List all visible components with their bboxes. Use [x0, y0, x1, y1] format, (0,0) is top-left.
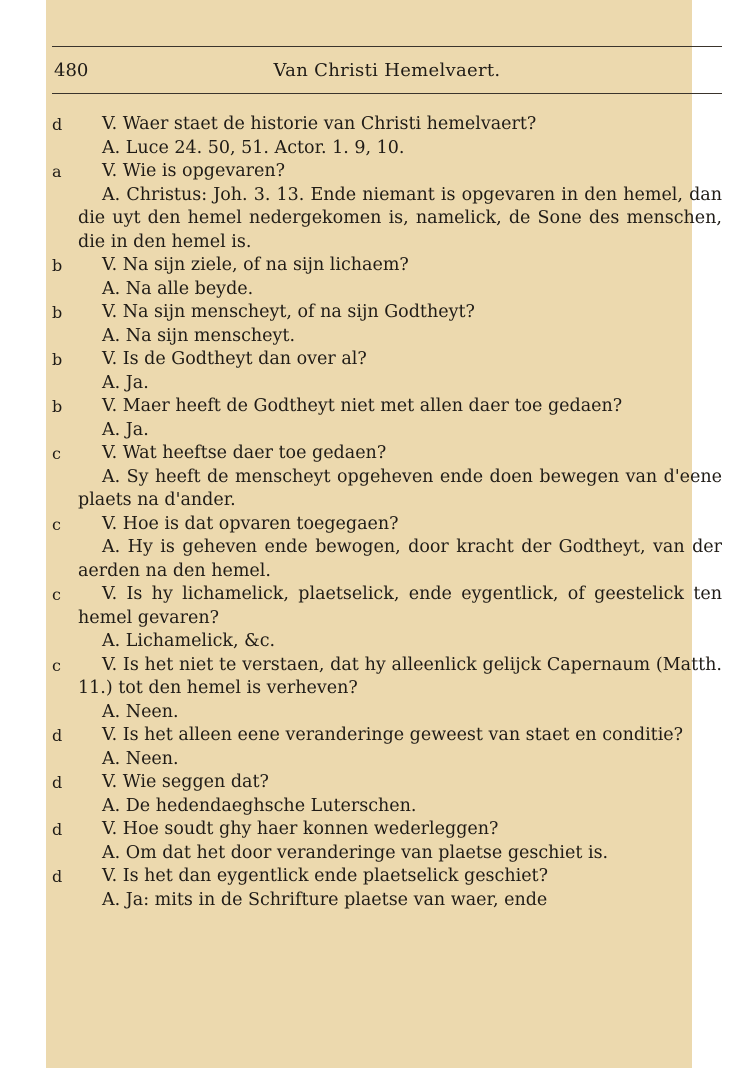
qa-entry	[52, 513, 722, 584]
question: V. Is het dan eygentlick ende plaetselick geschiet?	[102, 866, 548, 886]
entry-marker: c	[52, 514, 61, 534]
answer: A. Om dat het door veranderinge van plaetse geschiet is.	[102, 842, 609, 863]
qa-entry	[52, 724, 722, 771]
qa-entry	[52, 654, 722, 725]
question: V. Wat heeftse daer toe gedaen?	[102, 443, 387, 463]
entry-marker: b	[52, 256, 63, 275]
qa-entry	[52, 818, 722, 865]
qa-entry	[52, 442, 722, 513]
qa-entry	[52, 301, 722, 348]
answer: A. Hy is geheven ende bewogen, door kracht der Godtheyt, van der aerden na den hemel.	[78, 537, 722, 581]
entry-marker: c	[52, 655, 61, 675]
qa-entry	[52, 771, 722, 818]
answer: A. Na sijn menscheyt.	[102, 325, 296, 346]
qa-entry	[52, 348, 722, 395]
qa-entry	[52, 113, 722, 160]
question: V. Wie is opgevaren?	[102, 161, 286, 181]
question: V. Na sijn menscheyt, of na sijn Godtheyt?	[102, 302, 475, 322]
answer: A. Sy heeft de menscheyt opgeheven ende doen bewegen van d'eene plaets na d'ander.	[78, 466, 722, 510]
answer: A. Ja: mits in de Schrifture plaetse van waer, ende	[102, 889, 548, 910]
answer: A. Christus: Joh. 3. 13. Ende niemant is opgevaren in den hemel, dan die uyt den hemel nedergekomen is, namelick, de Sone des menschen, die in den hemel is.	[78, 184, 722, 252]
page-number: 480	[54, 60, 89, 81]
entry-marker: d	[52, 773, 63, 792]
answer: A. Ja.	[102, 419, 149, 440]
question: V. Hoe is dat opvaren toegegaen?	[102, 513, 399, 534]
answer: A. Neen.	[102, 748, 179, 769]
running-title: Van Christi Hemelvaert.	[273, 60, 501, 81]
entry-marker: c	[52, 585, 61, 604]
entry-marker: d	[52, 867, 63, 886]
entry-marker: b	[52, 303, 63, 322]
answer: A. Ja.	[102, 372, 149, 393]
question: V. Wie seggen dat?	[102, 772, 269, 792]
question: V. Waer staet de historie van Christi hemelvaert?	[102, 114, 537, 134]
top-rule	[52, 46, 722, 47]
question: V. Na sijn ziele, of na sijn lichaem?	[102, 255, 409, 275]
qa-entry	[52, 865, 722, 912]
catechism-text	[52, 113, 722, 912]
entry-marker: b	[52, 397, 63, 416]
entry-marker: d	[52, 115, 63, 134]
qa-entry	[52, 160, 722, 254]
entry-marker: a	[52, 162, 62, 181]
qa-entry	[52, 254, 722, 301]
qa-entry	[52, 395, 722, 442]
entry-marker: b	[52, 350, 63, 369]
header-rule	[52, 93, 722, 94]
entry-marker: d	[52, 820, 63, 839]
question: V. Is de Godtheyt dan over al?	[102, 349, 367, 369]
answer: A. Na alle beyde.	[102, 278, 254, 299]
entry-marker: d	[52, 726, 63, 745]
answer: A. De hedendaeghsche Luterschen.	[102, 795, 417, 816]
question: V. Is het niet te verstaen, dat hy alleenlick gelijck Capernaum (Matth. 11.) tot den hemel is verheven?	[78, 654, 722, 698]
entry-marker: c	[52, 444, 61, 463]
question: V. Hoe soudt ghy haer konnen wederleggen?	[102, 819, 499, 839]
page-header	[52, 60, 722, 90]
answer: A. Luce 24. 50, 51. Actor. 1. 9, 10.	[102, 137, 405, 158]
answer: A. Neen.	[102, 701, 179, 722]
question: V. Is hy lichamelick, plaetselick, ende eygentlick, of geestelick ten hemel gevaren?	[78, 584, 722, 628]
question: V. Is het alleen eene veranderinge geweest van staet en conditie?	[102, 725, 684, 745]
answer: A. Lichamelick, &c.	[102, 631, 276, 651]
qa-entry	[52, 583, 722, 654]
question: V. Maer heeft de Godtheyt niet met allen daer toe gedaen?	[102, 396, 623, 416]
